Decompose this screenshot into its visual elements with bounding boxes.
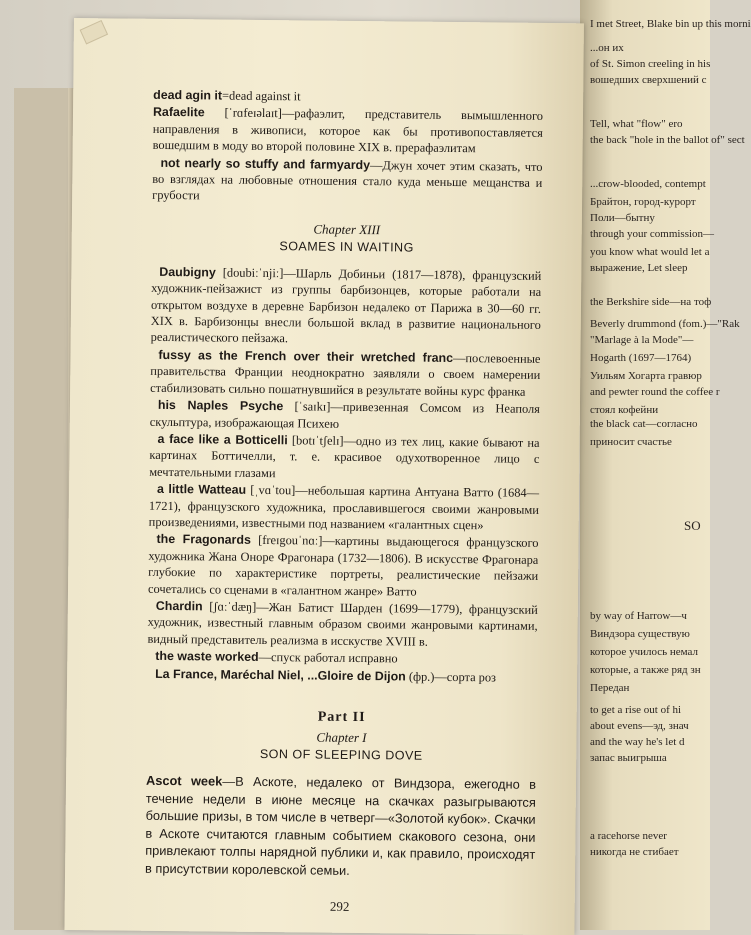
- entry: Ascot week—В Аскоте, недалеко от Виндзора, ежегодно в течение недели в июне месяце на скачках разыгрываются большие призы, в том числе в четверг—«Золотой кубок». Скачки в Аскоте считаются главным событием скакового сезона, они привлекают толпы нарядной публики и, как правило, происходят в присутствии королевской семьи.: [145, 772, 537, 878]
- entry: dead agin it=dead against it: [153, 87, 301, 104]
- right-page-line: вошедших сверхшений с: [590, 74, 707, 86]
- entry: his Naples Psyche [ˈsaɪkɪ]—привезенная Сомсом из Неаполя скульптура, изображающая Психею: [149, 397, 540, 431]
- right-page: [580, 0, 751, 930]
- right-page-line: of St. Simon creeling in his: [590, 58, 711, 70]
- right-page-line: Виндзора существую: [590, 628, 690, 640]
- entry: Rafaelite [ˈrɑfeɪəlaɪt]—рафаэлит, представитель вымышленного направления в живописи, которое как бы противопоставляется вошедшим в моду во второй половине XIX в. прерафаэлитам: [152, 105, 544, 156]
- page-content: [145, 87, 544, 917]
- right-page-line: the black cat—согласно: [590, 418, 698, 430]
- right-page-line: Брайтон, город-курорт: [590, 196, 696, 208]
- right-page-line: Hogarth (1697—1764): [590, 352, 692, 364]
- right-page-line: a racehorse never: [590, 830, 667, 842]
- entry: not nearly so stuffy and farmyardy—Джун хочет этим сказать, что во взглядах на любовные отношения стало куда меньше мещанства и грубости: [152, 155, 543, 203]
- right-page-line: Уильям Хогарта гравюр: [590, 370, 702, 382]
- entries-top: [152, 87, 543, 208]
- entry: Chardin [ʃɑːˈdæŋ]—Жан Батист Шарден (1699—1779), французский художник, известный главным образом своими жанровыми картинами, видный представитель реализма в исскустве XVIII в.: [147, 598, 538, 649]
- entry: the Fragonards [freɪgouˈnɑː]—картины выдающегося французского художника Жана Оноре Фрагонара (1732—1806). В искусстве Фрагонара глубокие по характеристике портреты, реалистические пейзажи сочетались со сценами в «галантном жанре» Ватто: [147, 532, 539, 599]
- right-page-line: through your commission—: [590, 228, 715, 240]
- right-page-line: I met Street, Blake bin up this morni: [590, 18, 751, 30]
- right-page-line: the Berkshire side—на тоф: [590, 296, 712, 308]
- chapter-title: SON OF SLEEPING DOVE: [259, 746, 423, 763]
- chapter-title: SOAMES IN WAITING: [279, 239, 414, 255]
- right-page-line: by way of Harrow—ч: [590, 610, 687, 622]
- right-page-line: you know what would let a: [590, 246, 710, 258]
- right-page-line: приносит счастье: [590, 436, 672, 448]
- right-page-line: Передан: [590, 682, 630, 694]
- entry: Daubigny [doubiːˈnjiː]—Шарль Добиньи (1817—1878), французский художник-пейзажист из группы барбизонцев, которые работали на открытом воздухе в деревне Барбизон недалеко от Парижа в 30—60 гг. XIX в. Барбизонцы внесли большой вклад в развитие национального реалистического пейзажа.: [150, 264, 542, 346]
- right-page-line: and pewter round the coffee r: [590, 386, 720, 398]
- right-page-line: Beverly drummond (fom.)—"Rak: [590, 318, 740, 330]
- right-page-line: Поли—бытну: [590, 212, 655, 224]
- right-page-line: to get a rise out of hi: [590, 704, 682, 716]
- right-page-line: and the way he's let d: [590, 736, 685, 748]
- entry: a little Watteau [ˌvɑˈtou]—небольшая картина Антуана Ватто (1684—1721), французского художника, прославившегося своими жанровыми произведениями, известными под названием «галантных сцен»: [148, 482, 540, 533]
- chapter-label: Chapter XIII: [313, 221, 381, 238]
- right-page-line: выражение, Let sleep: [590, 262, 688, 274]
- right-page-line: ...он их: [590, 42, 624, 54]
- entry: La France, Maréchal Niel, ...Gloire de Dijon (фр.)—сорта роз: [155, 666, 497, 685]
- chapter-label: Chapter I: [316, 729, 367, 746]
- entries-middle: [147, 264, 541, 686]
- part-label: Part II: [317, 709, 366, 726]
- left-page: [64, 18, 584, 935]
- right-page-line: запас выигрыша: [590, 752, 667, 764]
- entry: fussy as the French over their wretched franc—послевоенные правительства Франции неоднократно заявляли о своем намерении стабилизовать сильно пошатнувшийся в результате войны курс франка: [150, 347, 541, 399]
- entry: a face like a Botticelli [botɪˈtʃelɪ]—одно из тех лиц, какие бывают на картинах Боттичелли, т. е. красивое одухотворенное лицо с мечтательными глазами: [149, 431, 540, 480]
- right-page-line: SO: [684, 518, 701, 533]
- page-corner-fold: [80, 20, 108, 44]
- right-page-line: Tell, what "flow" ero: [590, 118, 683, 130]
- right-page-line: которое училось немал: [590, 646, 699, 658]
- right-page-line: "Marlage à la Mode"—: [590, 334, 694, 346]
- entry: the waste worked—спуск работал исправно: [155, 649, 398, 666]
- right-page-line: которые, а также ряд зн: [590, 664, 701, 676]
- right-page-line: ...crow-blooded, contempt: [590, 178, 706, 190]
- right-page-line: about evens—эд, знач: [590, 720, 689, 732]
- page-number: 292: [329, 898, 350, 914]
- right-page-line: никогда не стибает: [590, 846, 679, 858]
- right-page-line: the back "hole in the ballot of" sect: [590, 134, 745, 146]
- right-page-line: стоял кофейни: [590, 404, 659, 416]
